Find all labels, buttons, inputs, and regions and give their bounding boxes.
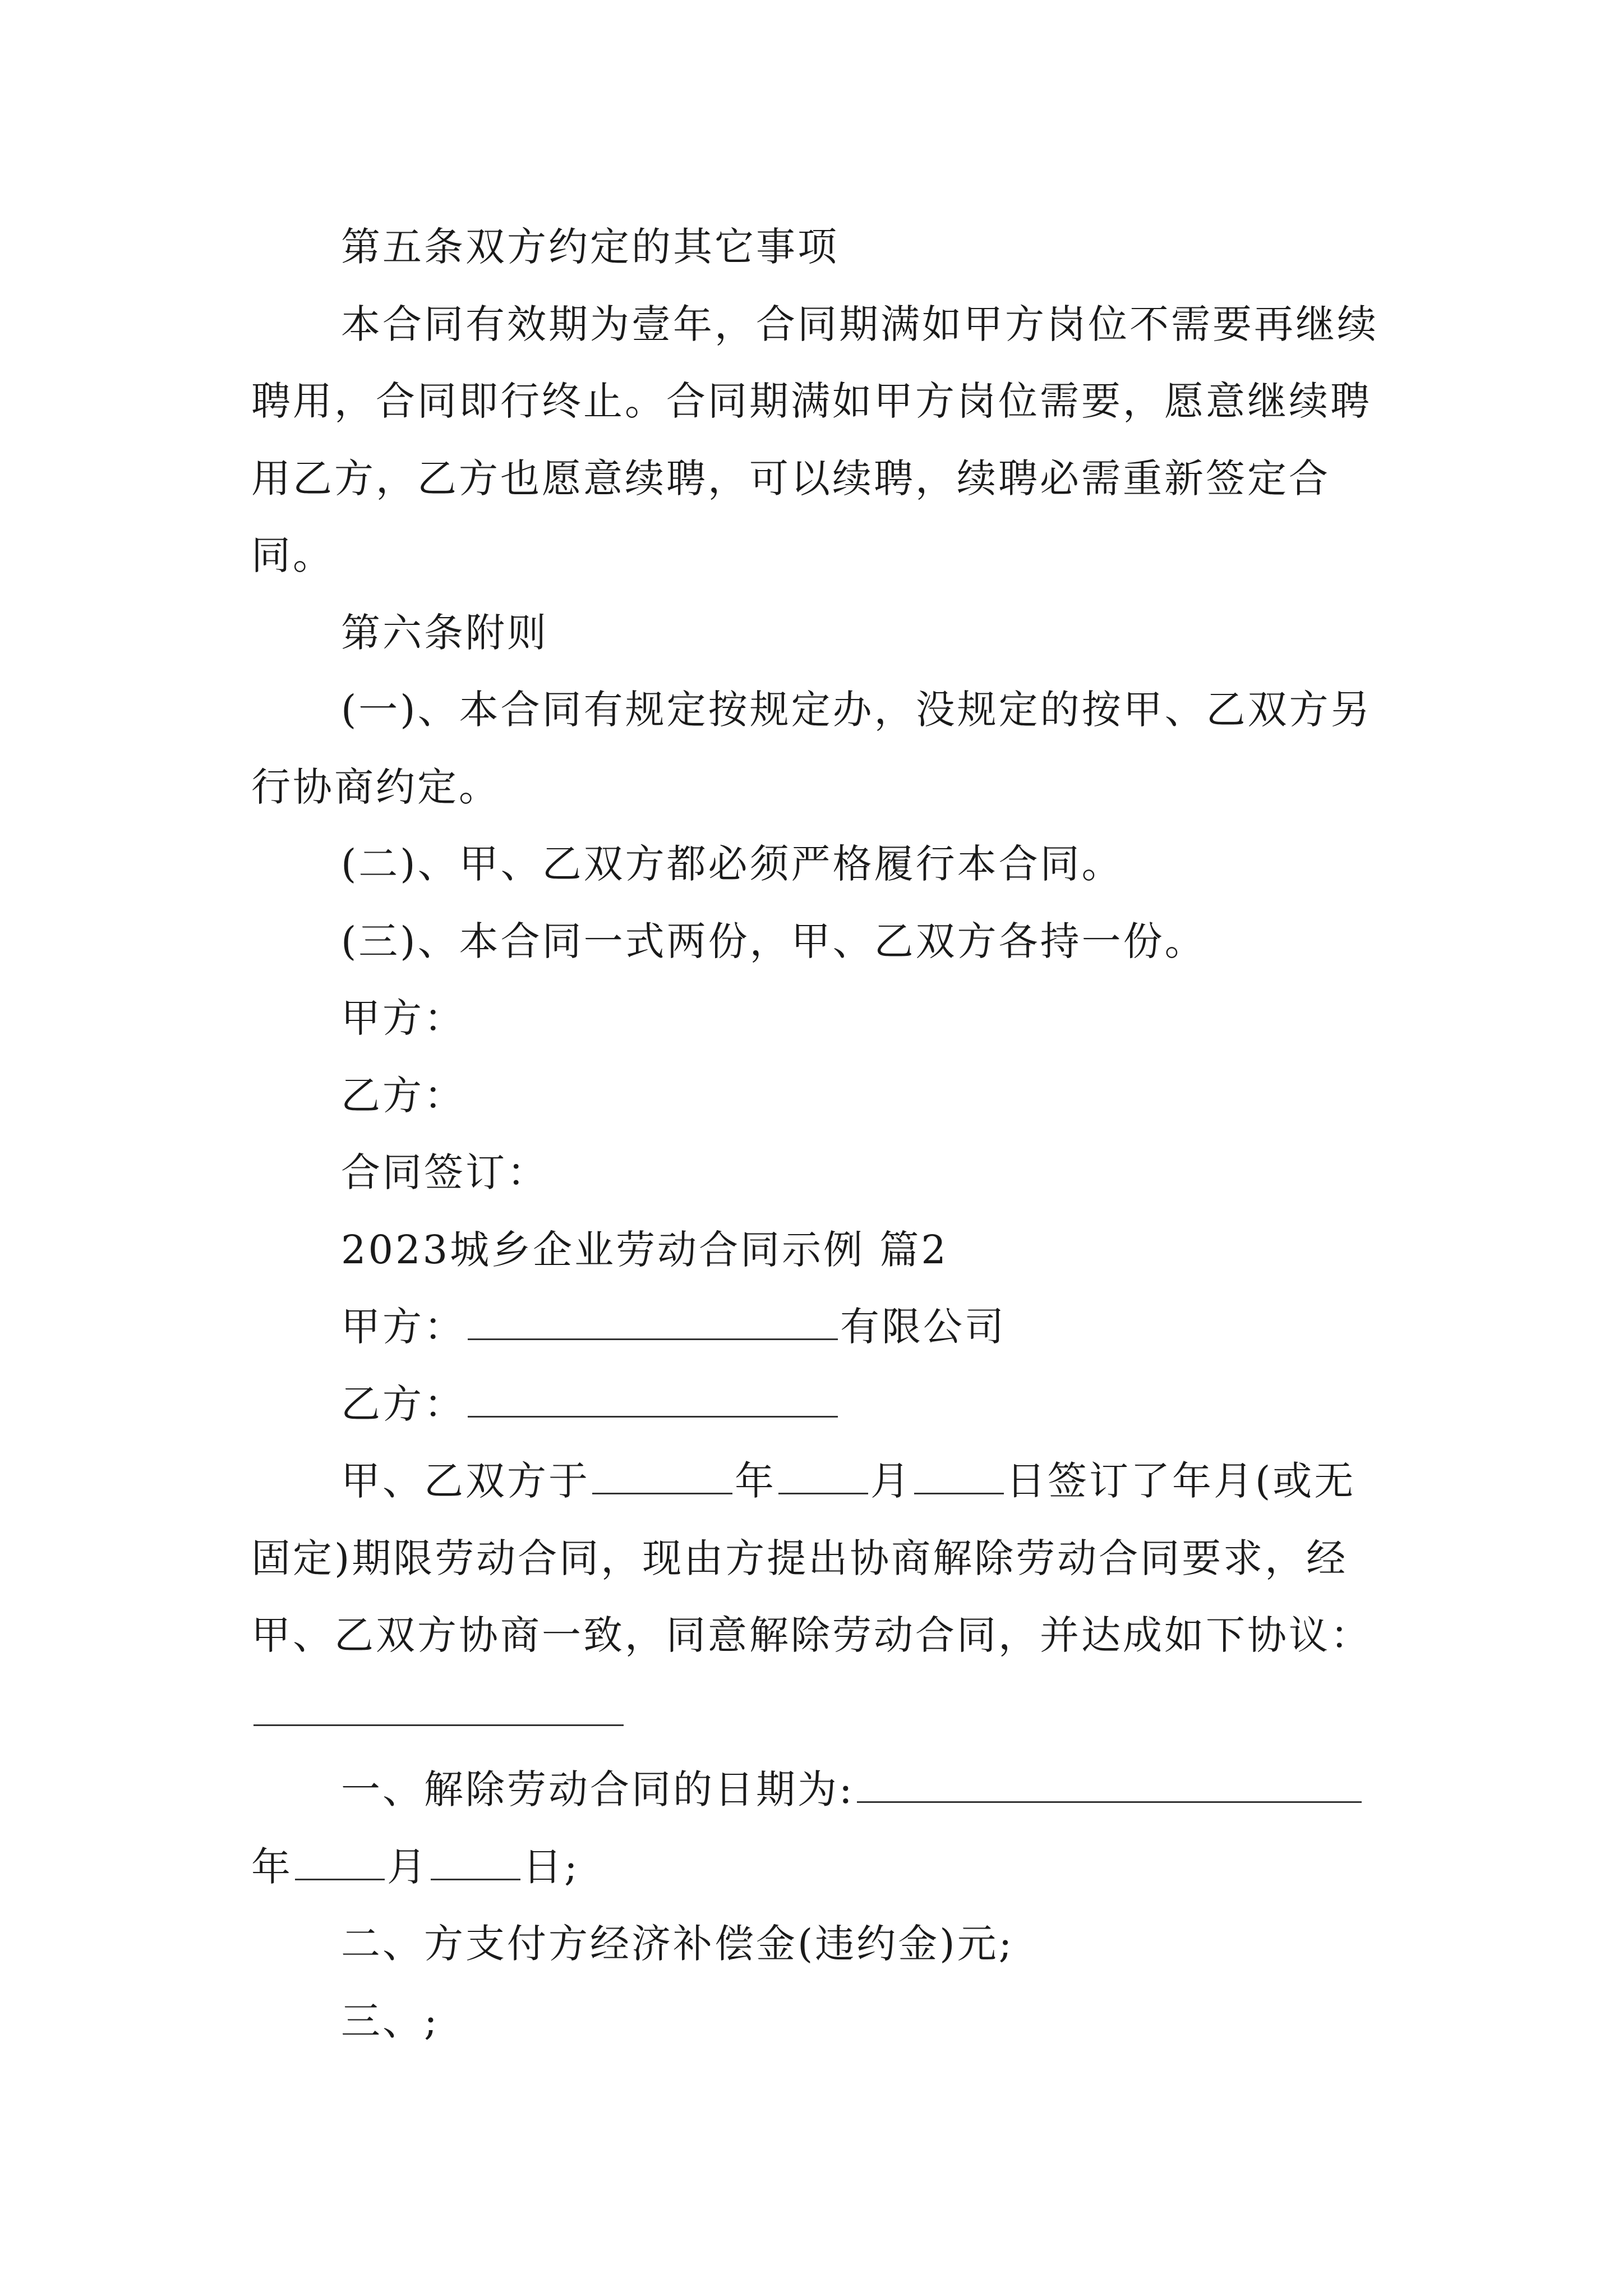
agreement-paragraph [251,1443,1395,1751]
agreement-intro: 甲、乙双方于 [341,1458,590,1504]
day-blank [914,1457,1004,1494]
article6-item-2: (二)、甲、乙双方都必须严格履行本合同。 [341,841,1123,887]
article6-item-1: (一)、本合同有规定按规定办，没规定的按甲、乙双方另行协商约定。 [251,687,1372,810]
party-a-suffix: 有限公司 [840,1304,1006,1350]
item-1-month-blank [295,1843,385,1880]
item-1-text: 一、解除劳动合同的日期为: [341,1766,855,1812]
section2-party-b-line [251,1366,1395,1443]
item-2-line: 二、方支付方经济补偿金(违约金)元; [341,1921,1015,1967]
article5-title: 第五条双方约定的其它事项 [341,224,839,270]
item-1-year-label: 年 [251,1843,293,1890]
party-b-label: 乙方： [341,1381,465,1427]
article5-body: 本合同有效期为壹年，合同期满如甲方岗位不需要再继续聘用，合同即行终止。合同期满如甲方岗位需要，愿意继续聘用乙方，乙方也愿意续聘，可以续聘，续聘必需重新签定合同。 [251,301,1378,578]
article6-item-3: (三)、本合同一式两份，甲、乙双方各持一份。 [341,918,1206,964]
section2-party-a-line [251,1289,1395,1366]
agreement-year-label: 年 [735,1458,776,1504]
agreement-rest: 日签订了年月(或无固定)期限劳动合同，现由方提出协商解除劳动合同要求，经甲、乙双方协商一致，同意解除劳动合同，并达成如下协议： [251,1458,1372,1658]
item-1-day-label: 日; [523,1843,580,1890]
item-1-month-label: 月 [387,1843,428,1890]
party-b-name-blank [468,1380,838,1418]
agreement-month-label: 月 [870,1458,912,1504]
party-a-name-blank [468,1303,838,1340]
section-2-heading: 2023城乡企业劳动合同示例 篇2 [341,1226,948,1273]
party-a-signature-line: 甲方： [341,995,465,1041]
item-1-day-blank [431,1843,520,1880]
termination-date-blank [857,1765,1362,1803]
year-blank [592,1457,732,1494]
item-1-line [251,1751,1395,1906]
party-b-signature-line: 乙方： [341,1072,465,1119]
contract-text [251,209,1395,2060]
item-3-line: 三、; [341,1998,440,2044]
party-a-label: 甲方： [341,1304,465,1350]
signing-date-line: 合同签订： [341,1149,548,1195]
article6-title: 第六条附则 [341,609,548,656]
agreement-blank [253,1688,624,1726]
month-blank [778,1457,868,1494]
